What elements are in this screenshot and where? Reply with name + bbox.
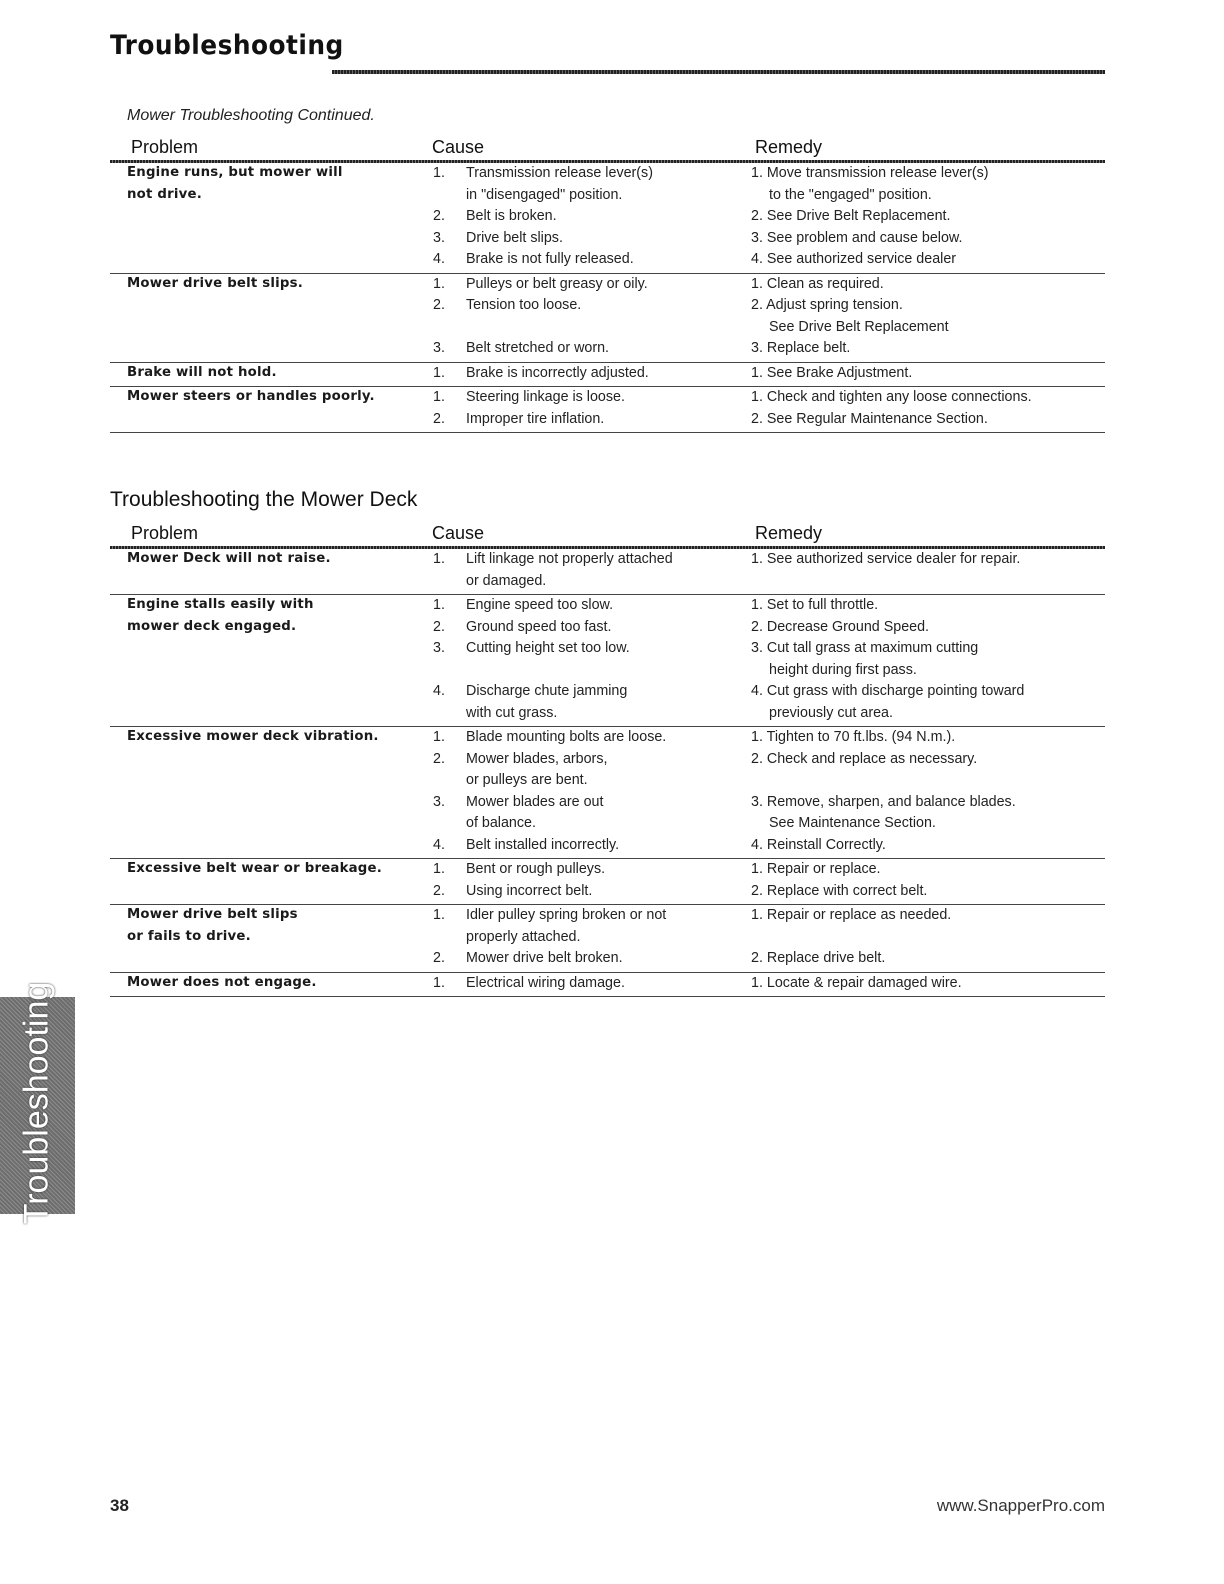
cause-number: 3. <box>433 793 445 810</box>
problem-group <box>110 274 1105 363</box>
remedy-cell: 4. See authorized service dealer <box>751 251 957 267</box>
remedy-cell: 3. Remove, sharpen, and balance blades. <box>751 793 1016 810</box>
website-url: www.SnapperPro.com <box>936 1496 1105 1515</box>
problem-cell: Engine runs, but mower will <box>127 165 343 180</box>
remedy-cell: 1. See Brake Adjustment. <box>751 364 913 381</box>
table-row <box>110 387 1105 409</box>
remedy-cell: 1. Set to full throttle. <box>751 597 879 613</box>
remedy-cell: 1. Repair or replace. <box>751 861 881 877</box>
table-row <box>110 617 1105 639</box>
table-row <box>110 295 1105 317</box>
cause-number: 3. <box>433 640 445 656</box>
cause-cell: Mower blades, arbors, <box>466 750 608 767</box>
cause-cell: in "disengaged" position. <box>466 186 623 203</box>
cause-number: 2. <box>433 410 445 427</box>
remedy-cell: 3. See problem and cause below. <box>751 229 963 246</box>
header-remedy: Remedy <box>755 523 823 543</box>
problem-cell: or fails to drive. <box>127 928 251 944</box>
cause-cell: properly attached. <box>466 928 581 945</box>
remedy-cell: 3. Replace belt. <box>751 340 851 356</box>
remedy-cell: to the "engaged" position. <box>769 186 932 203</box>
cause-cell: Tension too loose. <box>466 297 582 313</box>
remedy-cell: height during first pass. <box>769 661 917 678</box>
cause-number: 2. <box>433 297 445 313</box>
table-row <box>110 249 1105 271</box>
problem-group <box>110 363 1105 388</box>
header-cause: Cause <box>432 137 485 157</box>
cause-cell: Mower blades are out <box>466 793 604 810</box>
table-row <box>110 973 1105 995</box>
problem-cell: Mower drive belt slips <box>127 907 298 922</box>
remedy-cell: 2. Replace with correct belt. <box>751 882 928 899</box>
remedy-cell: 1. Check and tighten any loose connections. <box>751 389 1032 405</box>
table-row <box>110 927 1105 949</box>
cause-cell: Electrical wiring damage. <box>466 974 625 991</box>
remedy-cell: 1. Clean as required. <box>751 275 884 292</box>
section-heading: Troubleshooting the Mower Deck <box>110 488 418 511</box>
cause-number: 2. <box>433 208 445 224</box>
cause-cell: Transmission release lever(s) <box>466 165 653 181</box>
table-row <box>110 749 1105 771</box>
table-row <box>110 859 1105 881</box>
cause-cell: Pulleys or belt greasy or oily. <box>466 275 648 292</box>
header-remedy: Remedy <box>755 137 823 157</box>
page-title: Troubleshooting <box>110 30 344 61</box>
cause-number: 1. <box>433 364 445 381</box>
cause-cell: Cutting height set too low. <box>466 640 630 656</box>
table-row <box>110 727 1105 749</box>
table-row <box>110 660 1105 682</box>
table-row <box>110 409 1105 431</box>
table-row <box>110 363 1105 385</box>
table-row <box>110 881 1105 903</box>
cause-cell: Belt stretched or worn. <box>466 340 610 356</box>
cause-cell: Brake is not fully released. <box>466 251 634 267</box>
cause-number: 2. <box>433 882 445 899</box>
remedy-cell: 2. See Regular Maintenance Section. <box>751 410 988 427</box>
cause-cell: Steering linkage is loose. <box>466 389 625 405</box>
cause-cell: Discharge chute jamming <box>466 683 628 699</box>
remedy-cell: See Maintenance Section. <box>769 815 936 831</box>
cause-cell: Using incorrect belt. <box>466 882 593 899</box>
cause-number: 3. <box>433 340 445 356</box>
problem-group <box>110 727 1105 859</box>
table-row <box>110 948 1105 970</box>
cause-number: 1. <box>433 729 445 745</box>
table-header <box>110 520 1105 546</box>
problem-cell: Brake will not hold. <box>127 364 277 380</box>
remedy-cell: See Drive Belt Replacement <box>769 318 949 335</box>
cause-cell: Improper tire inflation. <box>466 410 605 427</box>
continued-note: Mower Troubleshooting Continued. <box>127 107 375 124</box>
cause-cell: Lift linkage not properly attached <box>466 551 673 567</box>
cause-cell: Mower drive belt broken. <box>466 950 623 966</box>
table-row <box>110 792 1105 814</box>
problem-group <box>110 163 1105 274</box>
problem-cell: Mower does not engage. <box>127 974 317 990</box>
page-number: 38 <box>110 1496 129 1515</box>
remedy-cell: 1. See authorized service dealer for repair. <box>751 551 1021 567</box>
cause-cell: Blade mounting bolts are loose. <box>466 729 667 745</box>
header-cause: Cause <box>432 523 485 543</box>
table-row <box>110 274 1105 296</box>
cause-number: 1. <box>433 861 445 877</box>
cause-number: 3. <box>433 229 445 246</box>
cause-number: 4. <box>433 251 445 267</box>
cause-cell: Ground speed too fast. <box>466 618 612 635</box>
cause-number: 1. <box>433 907 445 923</box>
remedy-cell: previously cut area. <box>769 704 893 721</box>
remedy-cell: 4. Reinstall Correctly. <box>751 836 886 853</box>
cause-cell: with cut grass. <box>466 704 558 721</box>
remedy-cell: 1. Move transmission release lever(s) <box>751 165 989 181</box>
table-row <box>110 549 1105 571</box>
cause-cell: or damaged. <box>466 572 547 589</box>
problem-cell: Excessive belt wear or breakage. <box>127 861 382 876</box>
problem-cell: mower deck engaged. <box>127 618 297 634</box>
header-problem: Problem <box>131 523 199 543</box>
cause-cell: Engine speed too slow. <box>466 597 614 613</box>
table-row <box>110 228 1105 250</box>
remedy-cell: 2. Decrease Ground Speed. <box>751 618 930 635</box>
remedy-cell: 2. Adjust spring tension. <box>751 297 903 313</box>
cause-cell: or pulleys are bent. <box>466 772 588 788</box>
problem-group <box>110 973 1105 998</box>
table-row <box>110 317 1105 339</box>
cause-number: 2. <box>433 950 445 966</box>
mower-troubleshooting-table <box>110 134 1105 433</box>
section-side-tab <box>0 981 75 1225</box>
cause-number: 1. <box>433 597 445 613</box>
problem-cell: Mower Deck will not raise. <box>127 551 331 566</box>
table-row <box>110 185 1105 207</box>
cause-number: 1. <box>433 974 445 991</box>
title-rule <box>332 70 1105 74</box>
problem-cell: Excessive mower deck vibration. <box>127 729 379 744</box>
cause-cell: Bent or rough pulleys. <box>466 861 606 877</box>
table-row <box>110 638 1105 660</box>
header-problem: Problem <box>131 137 199 157</box>
cause-number: 4. <box>433 836 445 853</box>
cause-number: 2. <box>433 750 445 767</box>
problem-cell: not drive. <box>127 186 202 202</box>
cause-number: 1. <box>433 275 445 292</box>
remedy-cell: 1. Repair or replace as needed. <box>751 907 952 923</box>
cause-cell: of balance. <box>466 815 536 831</box>
cause-number: 2. <box>433 618 445 635</box>
cause-number: 1. <box>433 389 445 405</box>
remedy-cell: 4. Cut grass with discharge pointing toward <box>751 683 1025 699</box>
remedy-cell: 2. Check and replace as necessary. <box>751 750 978 767</box>
table-row <box>110 163 1105 185</box>
remedy-cell: 1. Locate & repair damaged wire. <box>751 974 962 991</box>
cause-number: 1. <box>433 551 445 567</box>
table-row <box>110 206 1105 228</box>
table-row <box>110 703 1105 725</box>
remedy-cell: 1. Tighten to 70 ft.lbs. (94 N.m.). <box>751 729 956 745</box>
table-row <box>110 813 1105 835</box>
problem-group <box>110 905 1105 973</box>
cause-cell: Drive belt slips. <box>466 229 563 246</box>
remedy-cell: 2. Replace drive belt. <box>751 950 886 966</box>
table-row <box>110 770 1105 792</box>
table-row <box>110 571 1105 593</box>
table-row <box>110 905 1105 927</box>
table-header <box>110 134 1105 160</box>
problem-cell: Engine stalls easily with <box>127 597 314 612</box>
table-row <box>110 595 1105 617</box>
problem-group <box>110 859 1105 905</box>
side-tab-label: Troubleshooting <box>17 981 56 1225</box>
mower-deck-troubleshooting-table <box>110 520 1105 997</box>
cause-cell: Idler pulley spring broken or not <box>466 907 667 923</box>
cause-number: 4. <box>433 683 445 699</box>
remedy-cell: 3. Cut tall grass at maximum cutting <box>751 640 979 656</box>
problem-group <box>110 387 1105 433</box>
problem-cell: Mower steers or handles poorly. <box>127 389 375 404</box>
cause-cell: Belt installed incorrectly. <box>466 836 620 853</box>
table-row <box>110 681 1105 703</box>
cause-number: 1. <box>433 165 445 181</box>
cause-cell: Belt is broken. <box>466 208 557 224</box>
problem-cell: Mower drive belt slips. <box>127 275 303 291</box>
remedy-cell: 2. See Drive Belt Replacement. <box>751 208 951 224</box>
problem-group <box>110 595 1105 727</box>
table-row <box>110 835 1105 857</box>
table-row <box>110 338 1105 360</box>
cause-cell: Brake is incorrectly adjusted. <box>466 364 649 381</box>
problem-group <box>110 549 1105 595</box>
